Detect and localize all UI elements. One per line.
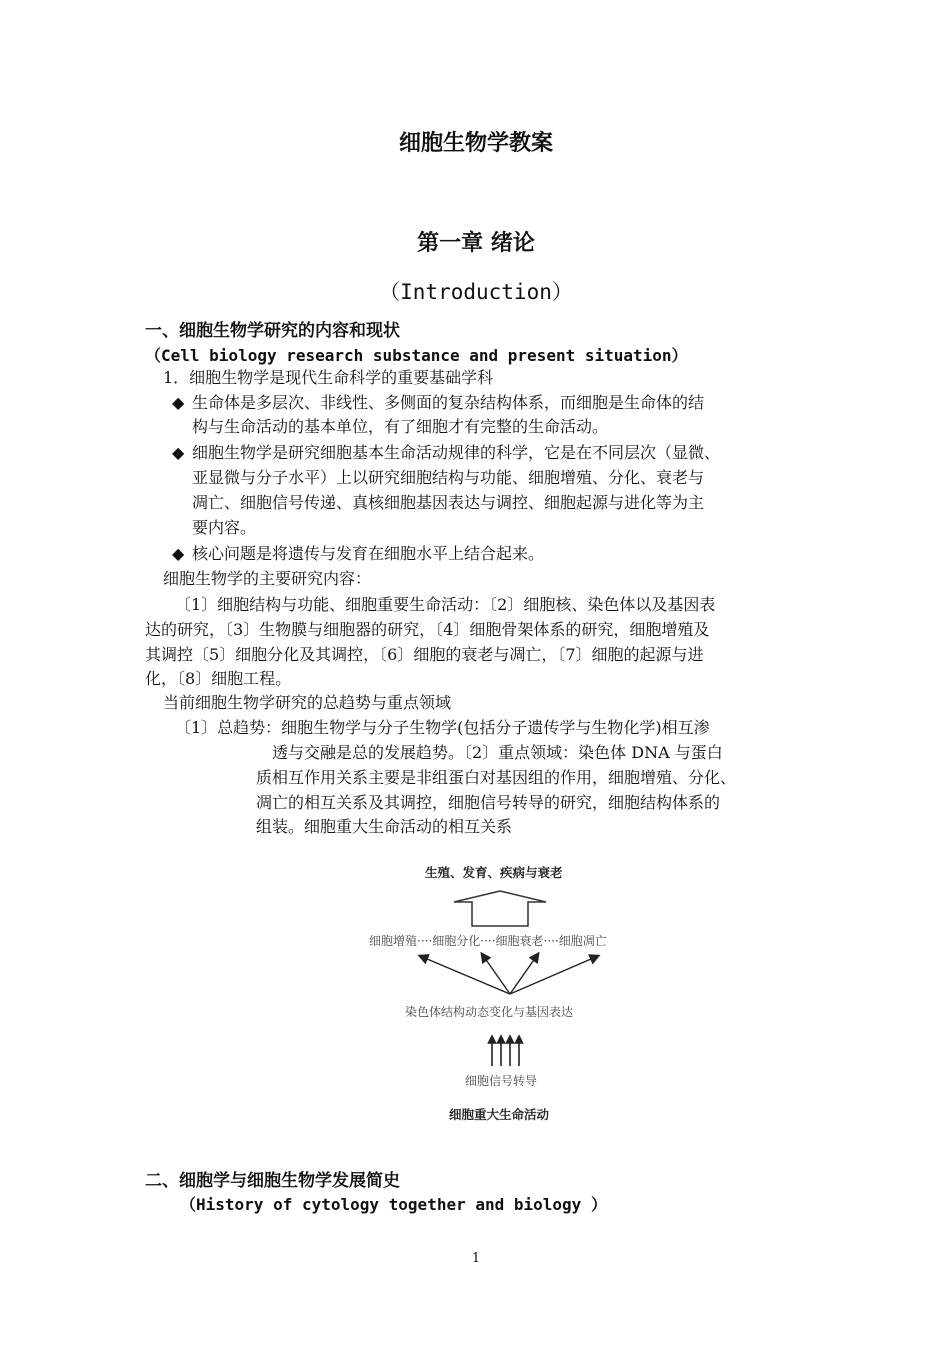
chapter-subtitle: （Introduction） (379, 280, 573, 304)
chapter-title: 第一章 绪论 (417, 230, 535, 256)
bullet-1-line-1: 生命体是多层次、非线性、多侧面的复杂结构体系，而细胞是生命体的结 (192, 393, 705, 412)
bullet-2-line-3: 凋亡、细胞信号传递、真核细胞基因表达与调控、细胞起源与进化等为主 (192, 493, 705, 512)
trend-line-4: 凋亡的相互关系及其调控，细胞信号转导的研究，细胞结构体系的 (256, 793, 721, 812)
hollow-up-arrow-icon (450, 888, 550, 930)
parallel-up-arrows-icon (486, 1034, 526, 1068)
bullet-1-line-2: 构与生命活动的基本单位，有了细胞才有完整的生命活动。 (192, 417, 609, 436)
fan-arrows-icon (410, 948, 610, 998)
diagram-caption: 细胞重大生命活动 (449, 1107, 550, 1122)
trend-title: 当前细胞生物学研究的总趋势与重点领域 (163, 693, 452, 712)
main-content-line-1: 〔1〕细胞结构与功能、细胞重要生命活动：〔2〕细胞核、染色体以及基因表 (175, 595, 716, 614)
trend-line-1: 〔1〕总趋势：细胞生物学与分子生物学(包括分子遗传学与生物化学)相互渗 (175, 718, 710, 737)
main-content-line-2: 达的研究，〔3〕生物膜与细胞器的研究，〔4〕细胞骨架体系的研究，细胞增殖及 (145, 620, 710, 639)
bullet-2-line-1: 细胞生物学是研究细胞基本生命活动规律的科学，它是在不同层次（显微、 (192, 443, 721, 462)
section1-heading: 一、细胞生物学研究的内容和现状 (145, 321, 400, 341)
bullet-mark: ◆ (172, 443, 185, 462)
bullet-3-line-1: 核心问题是将遗传与发育在细胞水平上结合起来。 (192, 544, 545, 563)
trend-line-5: 组装。细胞重大生命活动的相互关系 (256, 817, 513, 836)
main-content-line-4: 化，〔8〕细胞工程。 (145, 669, 292, 688)
trend-line-3: 质相互作用关系主要是非组蛋白对基因组的作用，细胞增殖、分化、 (256, 768, 737, 787)
diagram-top-label: 生殖、发育、疾病与衰老 (425, 865, 563, 880)
item-1: 1．细胞生物学是现代生命科学的重要基础学科 (163, 368, 494, 387)
main-content-line-3: 其调控〔5〕细胞分化及其调控，〔6〕细胞的衰老与凋亡，〔7〕细胞的起源与进 (145, 645, 704, 664)
page-number: 1 (471, 1251, 481, 1266)
trend-line-2: 透与交融是总的发展趋势。〔2〕重点领域：染色体 DNA 与蛋白 (272, 743, 723, 762)
diagram-chromatin-label: 染色体结构动态变化与基因表达 (405, 1005, 574, 1019)
diagram-signal-label: 细胞信号转导 (465, 1074, 538, 1088)
bullet-2-line-2: 亚显微与分子水平）上以研究细胞结构与功能、细胞增殖、分化、衰老与 (192, 468, 705, 487)
diagram-middle-row: 细胞增殖····细胞分化····细胞衰老····细胞凋亡 (369, 934, 607, 948)
bullet-mark: ◆ (172, 544, 185, 563)
bullet-mark: ◆ (172, 393, 185, 412)
document-title: 细胞生物学教案 (398, 130, 553, 156)
section2-heading: 二、细胞学与细胞生物学发展简史 (145, 1171, 400, 1191)
section1-heading-en: （Cell biology research substance and present situation） (145, 346, 688, 365)
main-content-title: 细胞生物学的主要研究内容： (163, 569, 372, 588)
section2-heading-en: （History of cytology together and biology ） (180, 1195, 607, 1214)
bullet-2-line-4: 要内容。 (192, 518, 257, 537)
